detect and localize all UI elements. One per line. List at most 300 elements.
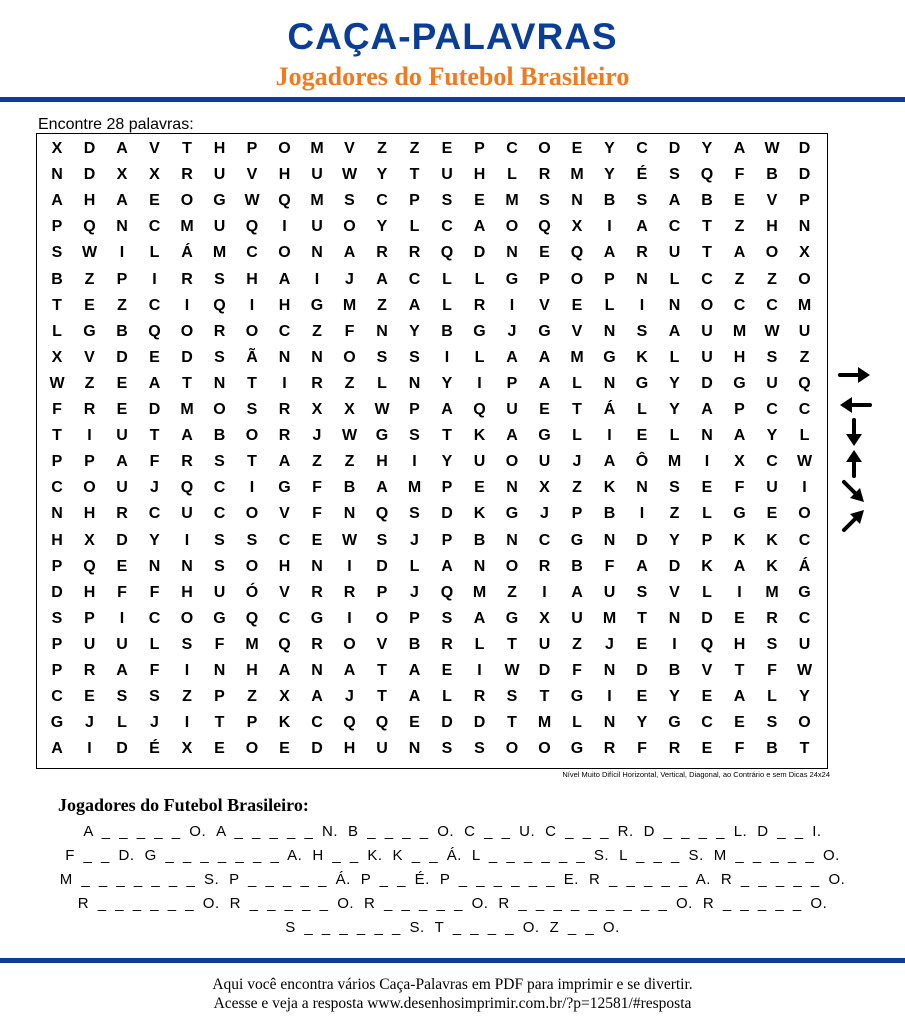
grid-letter: Q xyxy=(798,374,811,392)
grid-letter: N xyxy=(603,374,616,392)
grid-letter: O xyxy=(245,557,259,575)
grid-letter: R xyxy=(603,740,616,758)
grid-letter: Á xyxy=(798,557,811,575)
grid-letter: I xyxy=(542,583,547,601)
grid-letter: W xyxy=(796,453,813,471)
grid-letter: G xyxy=(213,192,226,210)
grid-letter: I xyxy=(249,479,255,497)
grid-letter: R xyxy=(538,166,551,184)
grid-letter: R xyxy=(473,688,486,706)
grid-letter: S xyxy=(409,348,420,366)
grid-letter: V xyxy=(539,296,550,314)
grid-letter: U xyxy=(311,166,323,184)
grid-row xyxy=(37,397,827,423)
grid-letter: A xyxy=(733,557,746,575)
grid-letter: M xyxy=(570,348,584,366)
grid-letter: Z xyxy=(312,453,322,471)
grid-letter: O xyxy=(505,557,519,575)
grid-letter: T xyxy=(247,374,257,392)
grid-letter: B xyxy=(343,479,356,497)
grid-letter: H xyxy=(83,505,96,523)
grid-letter: M xyxy=(310,192,324,210)
grid-letter: I xyxy=(119,244,125,262)
grid-letter: E xyxy=(84,688,95,706)
grid-letter: D xyxy=(701,609,713,627)
grid-letter: J xyxy=(410,583,419,601)
grid-letter: B xyxy=(701,192,713,210)
grid-letter: Z xyxy=(247,688,257,706)
grid-letter: Á xyxy=(181,244,193,262)
grid-letter: D xyxy=(668,557,681,575)
word-clue: D _ _ I. xyxy=(757,823,822,840)
grid-letter: B xyxy=(571,557,583,575)
grid-letter: A xyxy=(181,427,193,445)
grid-letter: O xyxy=(505,218,519,236)
grid-letter: K xyxy=(733,531,746,549)
grid-letter: M xyxy=(602,609,617,627)
grid-row xyxy=(37,319,827,345)
grid-letter: N xyxy=(343,505,356,523)
grid-letter: L xyxy=(442,270,452,288)
grid-letter: A xyxy=(311,688,323,706)
grid-letter: E xyxy=(766,505,778,523)
grid-letter: N xyxy=(506,479,518,497)
grid-letter: G xyxy=(668,714,681,732)
grid-letter: Z xyxy=(182,688,192,706)
grid-letter: P xyxy=(734,401,745,418)
grid-letter: T xyxy=(507,635,517,653)
word-clue: M _ _ _ _ _ _ _ S. xyxy=(59,871,220,888)
grid-letter: M xyxy=(505,192,519,210)
grid-letter: T xyxy=(702,244,712,262)
grid-letter: O xyxy=(505,740,519,758)
grid-letter: X xyxy=(116,166,128,184)
grid-letter: L xyxy=(149,635,160,653)
grid-letter: É xyxy=(636,166,648,184)
grid-letter: P xyxy=(51,557,63,575)
grid-letter: C xyxy=(278,322,291,340)
grid-letter: P xyxy=(51,635,63,653)
grid-letter: I xyxy=(802,479,807,497)
grid-letter: P xyxy=(506,374,518,392)
grid-letter: I xyxy=(184,296,190,314)
grid-letter: Z xyxy=(377,296,387,314)
grid-letter: O xyxy=(375,609,389,627)
grid-letter: F xyxy=(214,635,225,653)
arrow-up-right-icon xyxy=(844,510,864,530)
grid-letter: É xyxy=(149,740,160,758)
grid-letter: A xyxy=(701,401,713,418)
grid-letter: T xyxy=(214,714,225,732)
grid-letter: S xyxy=(214,270,225,288)
grid-letter: A xyxy=(733,244,746,262)
grid-letter: T xyxy=(52,296,62,314)
grid-letter: F xyxy=(149,583,160,601)
grid-letter: K xyxy=(636,348,648,366)
grid-letter: P xyxy=(604,270,615,288)
grid-letter: T xyxy=(377,688,387,706)
grid-letter: X xyxy=(344,401,355,418)
word-clue: G _ _ _ _ _ _ _ A. xyxy=(144,847,303,864)
grid-row xyxy=(37,528,827,554)
grid-letter: L xyxy=(507,166,517,184)
grid-letter: T xyxy=(637,609,647,627)
grid-letter: A xyxy=(571,583,583,601)
grid-letter: D xyxy=(116,348,128,366)
grid-letter: M xyxy=(180,218,194,236)
grid-letter: J xyxy=(312,427,322,445)
grid-letter: U xyxy=(213,583,226,601)
word-clue: S _ _ _ _ _ _ S. xyxy=(285,919,425,936)
grid-letter: Q xyxy=(570,244,584,262)
grid-letter: Z xyxy=(507,583,517,601)
grid-letter: I xyxy=(314,270,320,288)
grid-letter: Q xyxy=(83,557,96,575)
word-clue: H _ _ K. xyxy=(312,847,383,864)
grid-letter: Q xyxy=(245,609,259,627)
grid-letter: T xyxy=(799,740,810,758)
word-clue: P _ _ É. xyxy=(360,871,430,888)
grid-letter: X xyxy=(539,479,550,497)
grid-letter: E xyxy=(701,740,713,758)
grid-letter: Q xyxy=(343,714,356,732)
grid-letter: L xyxy=(149,244,160,262)
grid-letter: U xyxy=(603,583,616,601)
grid-letter: D xyxy=(636,531,648,549)
grid-row xyxy=(37,501,827,527)
grid-letter: D xyxy=(376,557,388,575)
grid-letter: L xyxy=(474,270,485,288)
grid-letter: H xyxy=(246,662,258,679)
grid-letter: S xyxy=(376,348,388,366)
grid-letter: N xyxy=(408,740,421,758)
grid-letter: F xyxy=(312,505,322,523)
grid-letter: Z xyxy=(84,374,95,392)
grid-letter: B xyxy=(116,322,128,340)
grid-letter: Y xyxy=(669,531,680,549)
grid-letter: W xyxy=(244,192,260,210)
grid-letter: G xyxy=(473,322,486,340)
grid-letter: L xyxy=(572,427,582,445)
grid-letter: Q xyxy=(700,635,714,653)
footer-divider xyxy=(0,958,905,963)
grid-letter: M xyxy=(407,479,422,497)
grid-letter: H xyxy=(278,557,291,575)
grid-letter: E xyxy=(441,140,453,157)
grid-letter: K xyxy=(603,479,616,497)
grid-letter: P xyxy=(51,662,63,679)
grid-letter: O xyxy=(180,609,194,627)
grid-letter: Y xyxy=(669,374,680,392)
grid-letter: H xyxy=(51,531,63,549)
grid-letter: G xyxy=(505,609,519,627)
grid-letter: E xyxy=(441,662,453,679)
word-clue: A _ _ _ _ _ O. xyxy=(83,823,207,840)
grid-letter: U xyxy=(571,609,583,627)
grid-letter: G xyxy=(798,583,811,601)
grid-letter: O xyxy=(505,453,519,471)
footer-line-1: Aqui você encontra vários Caça-Palavras em PDF para imprimir e se divertir. xyxy=(212,976,693,993)
grid-row xyxy=(37,371,827,397)
grid-letter: A xyxy=(278,270,291,288)
grid-letter: H xyxy=(278,296,291,314)
grid-letter: A xyxy=(506,348,518,366)
grid-letter: Y xyxy=(766,427,778,445)
grid-letter: F xyxy=(312,479,322,497)
grid-letter: R xyxy=(311,635,323,653)
grid-letter: A xyxy=(116,453,128,471)
grid-letter: L xyxy=(799,427,810,445)
grid-letter: D xyxy=(311,740,323,758)
grid-letter: Q xyxy=(473,401,486,418)
grid-letter: U xyxy=(668,244,681,262)
grid-letter: A xyxy=(636,557,648,575)
grid-letter: E xyxy=(149,348,160,366)
grid-letter: C xyxy=(148,609,161,627)
grid-letter: Ó xyxy=(245,583,259,601)
grid-letter: Y xyxy=(409,322,420,340)
grid-letter: D xyxy=(83,140,96,157)
grid-letter: Y xyxy=(669,401,680,418)
grid-letter: C xyxy=(213,479,226,497)
word-list-line xyxy=(0,820,905,844)
grid-letter: V xyxy=(376,635,388,653)
grid-letter: L xyxy=(669,270,680,288)
grid-letter: N xyxy=(636,479,648,497)
grid-letter: L xyxy=(474,348,485,366)
grid-letter: F xyxy=(572,662,582,679)
grid-letter: S xyxy=(214,557,225,575)
page-subtitle: Jogadores do Futebol Brasileiro xyxy=(275,62,630,91)
grid-letter: Z xyxy=(344,374,355,392)
grid-letter: K xyxy=(473,427,486,445)
grid-letter: P xyxy=(474,140,485,157)
grid-letter: N xyxy=(311,244,323,262)
grid-letter: E xyxy=(636,635,648,653)
grid-row xyxy=(37,710,827,736)
grid-letter: X xyxy=(571,218,583,236)
grid-letter: A xyxy=(733,427,746,445)
grid-letter: A xyxy=(116,662,128,679)
grid-letter: F xyxy=(149,453,160,471)
grid-letter: I xyxy=(282,218,287,236)
grid-letter: M xyxy=(667,453,682,471)
grid-letter: S xyxy=(116,688,128,706)
grid-letter: C xyxy=(148,296,161,314)
grid-letter: Y xyxy=(149,531,160,549)
grid-letter: Y xyxy=(701,140,713,157)
grid-letter: C xyxy=(766,296,778,314)
grid-letter: C xyxy=(766,453,778,471)
grid-row xyxy=(37,267,827,293)
grid-letter: L xyxy=(572,374,582,392)
grid-letter: W xyxy=(341,427,358,445)
grid-letter: R xyxy=(441,635,453,653)
grid-letter: K xyxy=(473,505,486,523)
grid-letter: C xyxy=(148,218,161,236)
grid-letter: O xyxy=(538,140,551,157)
grid-letter: N xyxy=(213,374,226,392)
grid-letter: T xyxy=(247,453,257,471)
grid-letter: Y xyxy=(441,453,453,471)
grid-letter: E xyxy=(571,140,583,157)
grid-letter: U xyxy=(701,322,713,340)
grid-letter: L xyxy=(442,296,452,314)
grid-letter: D xyxy=(538,662,551,679)
grid-letter: F xyxy=(734,479,745,497)
grid-letter: Z xyxy=(669,505,680,523)
word-clue: A _ _ _ _ _ N. xyxy=(216,823,339,840)
grid-letter: L xyxy=(52,322,62,340)
grid-letter: Q xyxy=(213,296,226,314)
grid-letter: A xyxy=(441,557,453,575)
grid-letter: G xyxy=(570,740,584,758)
grid-letter: T xyxy=(702,218,712,236)
grid-letter: N xyxy=(603,531,616,549)
word-list xyxy=(0,820,905,940)
grid-letter: P xyxy=(571,505,583,523)
grid-letter: U xyxy=(798,322,811,340)
grid-letter: S xyxy=(474,740,485,758)
grid-letter: U xyxy=(116,479,128,497)
grid-letter: P xyxy=(214,688,225,706)
grid-letter: K xyxy=(766,531,778,549)
grid-letter: R xyxy=(343,583,356,601)
grid-letter: E xyxy=(539,401,550,418)
word-list-heading: Jogadores do Futebol Brasileiro: xyxy=(58,795,309,815)
grid-letter: O xyxy=(798,505,811,523)
grid-letter: Q xyxy=(375,505,389,523)
grid-letter: M xyxy=(732,322,747,340)
grid-letter: A xyxy=(668,192,681,210)
grid-letter: V xyxy=(701,662,713,679)
grid-row xyxy=(37,475,827,501)
grid-letter: Q xyxy=(375,714,389,732)
grid-letter: A xyxy=(116,140,128,157)
grid-letter: E xyxy=(116,557,128,575)
grid-letter: T xyxy=(507,714,517,732)
grid-letter: N xyxy=(311,662,323,679)
grid-letter: O xyxy=(700,296,714,314)
grid-letter: P xyxy=(51,218,63,236)
grid-letter: G xyxy=(278,479,291,497)
grid-letter: F xyxy=(149,662,160,679)
grid-letter: E xyxy=(214,740,225,758)
grid-letter: P xyxy=(84,609,95,627)
word-clue: T _ _ _ _ O. xyxy=(434,919,540,936)
word-clue: R _ _ _ _ _ _ O. xyxy=(77,895,220,912)
grid-letter: N xyxy=(603,714,616,732)
grid-letter: J xyxy=(345,270,354,288)
grid-letter: K xyxy=(701,557,713,575)
grid-letter: T xyxy=(734,662,745,679)
grid-letter: L xyxy=(669,348,680,366)
word-clue: D _ _ _ _ L. xyxy=(643,823,748,840)
grid-letter: L xyxy=(474,635,485,653)
grid-letter: A xyxy=(538,348,551,366)
grid-letter: O xyxy=(570,270,584,288)
grid-letter: L xyxy=(572,714,582,732)
grid-letter: O xyxy=(245,322,259,340)
grid-row xyxy=(37,658,827,684)
grid-letter: J xyxy=(410,531,419,549)
grid-letter: T xyxy=(52,427,62,445)
grid-letter: Y xyxy=(376,166,388,184)
grid-letter: C xyxy=(766,401,778,418)
word-clue: L _ _ _ _ _ _ S. xyxy=(471,847,610,864)
grid-letter: R xyxy=(408,244,421,262)
grid-letter: E xyxy=(636,688,648,706)
grid-letter: P xyxy=(51,453,63,471)
word-clue: R _ _ _ _ _ O. xyxy=(229,895,355,912)
grid-letter: Y xyxy=(669,688,680,706)
grid-letter: E xyxy=(474,479,485,497)
grid-letter: I xyxy=(249,296,255,314)
grid-letter: E xyxy=(571,296,583,314)
grid-letter: I xyxy=(184,662,190,679)
header-divider xyxy=(0,97,905,102)
grid-letter: S xyxy=(441,609,453,627)
grid-letter: L xyxy=(377,374,387,392)
grid-letter: H xyxy=(246,270,258,288)
grid-letter: E xyxy=(149,192,160,210)
grid-letter: G xyxy=(505,270,519,288)
grid-letter: Z xyxy=(734,270,745,288)
direction-arrows xyxy=(838,360,874,540)
grid-letter: G xyxy=(310,609,324,627)
grid-letter: O xyxy=(765,244,779,262)
grid-letter: S xyxy=(409,505,420,523)
word-list-line xyxy=(0,916,905,940)
grid-letter: P xyxy=(441,531,453,549)
word-list-line xyxy=(0,844,905,868)
grid-letter: H xyxy=(376,453,388,471)
grid-letter: G xyxy=(505,505,519,523)
grid-letter: U xyxy=(376,740,388,758)
grid-letter: X xyxy=(539,609,550,627)
grid-letter: R xyxy=(278,401,291,418)
grid-letter: A xyxy=(278,453,291,471)
grid-letter: S xyxy=(766,714,778,732)
grid-letter: F xyxy=(767,662,777,679)
grid-letter: U xyxy=(213,166,226,184)
grid-letter: N xyxy=(116,218,128,236)
grid-letter: I xyxy=(607,427,612,445)
grid-letter: I xyxy=(737,583,742,601)
grid-letter: R xyxy=(766,609,778,627)
grid-letter: S xyxy=(51,609,63,627)
grid-letter: J xyxy=(605,635,614,653)
grid-letter: G xyxy=(538,427,551,445)
grid-letter: I xyxy=(509,296,515,314)
grid-letter: R xyxy=(181,166,193,184)
grid-letter: T xyxy=(182,374,192,392)
grid-letter: E xyxy=(701,688,713,706)
grid-letter: Q xyxy=(278,635,291,653)
grid-letter: Y xyxy=(376,218,388,236)
grid-letter: I xyxy=(639,296,645,314)
grid-letter: C xyxy=(213,505,226,523)
grid-letter: J xyxy=(540,505,549,523)
grid-letter: L xyxy=(117,714,127,732)
grid-letter: A xyxy=(343,244,356,262)
word-clue: K _ _ Á. xyxy=(392,847,462,864)
grid-letter: D xyxy=(473,244,486,262)
grid-letter: L xyxy=(442,688,452,706)
grid-letter: J xyxy=(507,322,517,340)
grid-letter: N xyxy=(311,348,323,366)
word-list-line xyxy=(0,868,905,892)
